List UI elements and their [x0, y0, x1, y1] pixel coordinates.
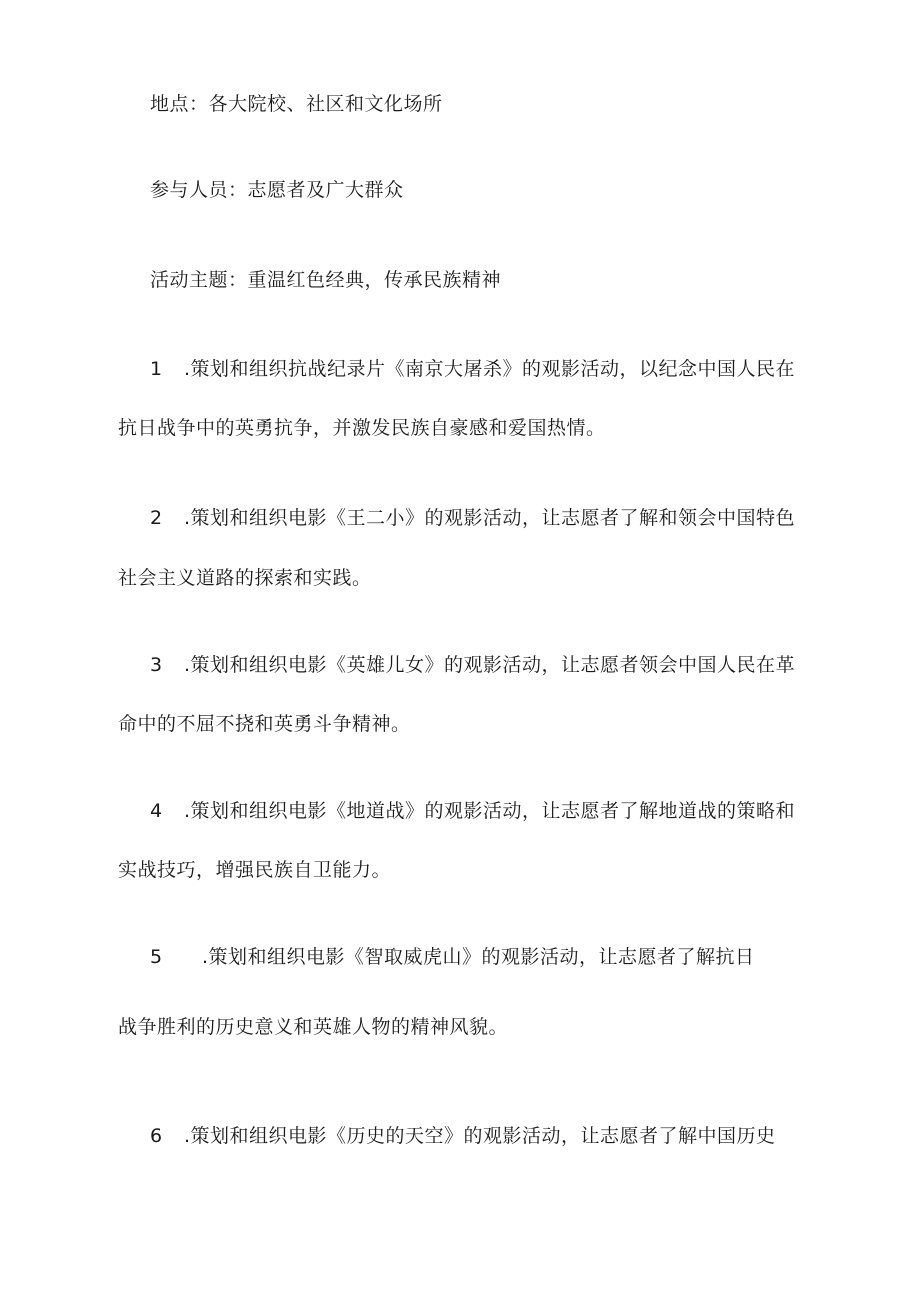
list-item-6-line-1 — [150, 1124, 776, 1148]
item-text: .策划和组织电影《王二小》的观影活动，让志愿者了解和领会中国特色 — [184, 507, 796, 529]
list-item-5-line-1 — [150, 945, 755, 969]
item-text: .策划和组织电影《智取威虎山》的观影活动，让志愿者了解抗日 — [202, 946, 755, 968]
participants-line: 参与人员：志愿者及广大群众 — [150, 179, 404, 201]
location-line: 地点：各大院校、社区和文化场所 — [150, 93, 443, 115]
list-item-4-line-1 — [150, 799, 795, 823]
list-item-4-line-2: 实战技巧，增强民族自卫能力。 — [118, 859, 392, 881]
item-number: 5 — [150, 946, 163, 968]
item-text: .策划和组织电影《英雄儿女》的观影活动，让志愿者领会中国人民在革 — [184, 654, 796, 676]
theme-line: 活动主题：重温红色经典，传承民族精神 — [150, 269, 502, 291]
list-item-2-line-2: 社会主义道路的探索和实践。 — [118, 567, 372, 589]
list-item-5-line-2: 战争胜利的历史意义和英雄人物的精神风貌。 — [118, 1016, 509, 1038]
item-number: 1 — [150, 358, 163, 380]
item-number: 4 — [150, 800, 163, 822]
list-item-3-line-1 — [150, 653, 795, 677]
item-number: 6 — [150, 1125, 163, 1147]
list-item-3-line-2: 命中的不屈不挠和英勇斗争精神。 — [118, 713, 411, 735]
item-number: 3 — [150, 654, 163, 676]
list-item-1-line-2: 抗日战争中的英勇抗争，并激发民族自豪感和爱国热情。 — [118, 417, 606, 439]
item-text: .策划和组织电影《地道战》的观影活动，让志愿者了解地道战的策略和 — [184, 800, 796, 822]
list-item-2-line-1 — [150, 506, 795, 530]
item-text: .策划和组织电影《历史的天空》的观影活动，让志愿者了解中国历史 — [184, 1125, 776, 1147]
item-number: 2 — [150, 507, 163, 529]
list-item-1-line-1 — [150, 357, 795, 381]
item-text: .策划和组织抗战纪录片《南京大屠杀》的观影活动，以纪念中国人民在 — [184, 358, 796, 380]
